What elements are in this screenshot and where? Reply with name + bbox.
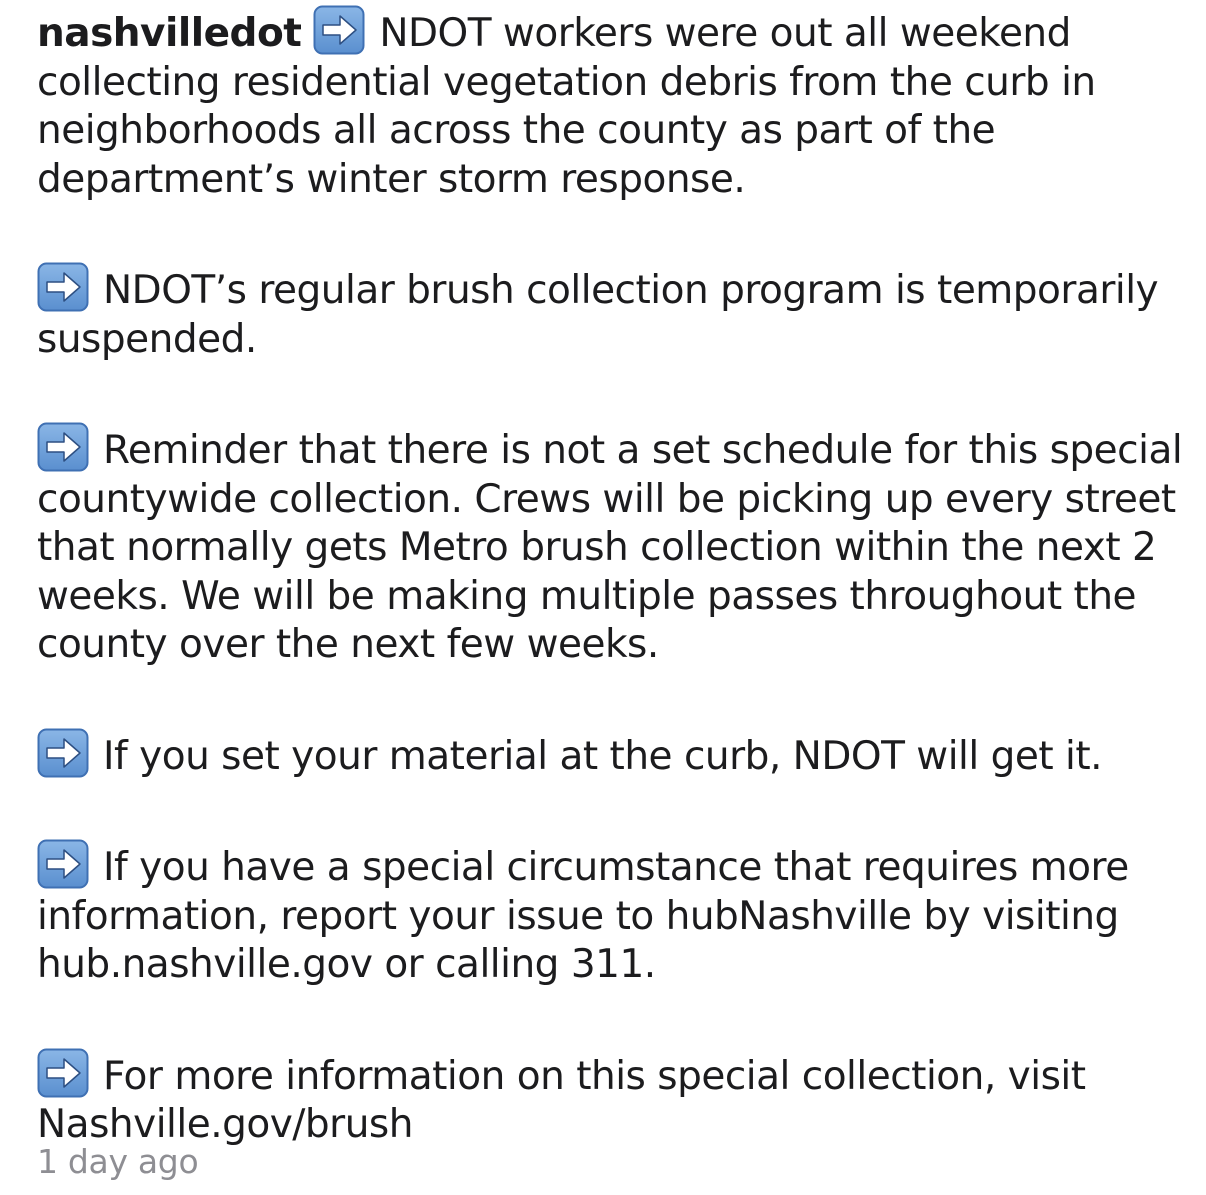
caption-paragraph-5	[37, 839, 1187, 990]
right-arrow-icon	[313, 5, 365, 55]
caption-paragraph-1	[37, 5, 1187, 204]
caption-paragraph-2	[37, 262, 1187, 364]
caption-text-1: NDOT workers were out all weekend collecting residential vegetation debris from the curb in neighborhoods all across the county as part of the department’s winter storm response.	[37, 11, 1096, 202]
right-arrow-icon	[37, 728, 89, 778]
caption-text-3: Reminder that there is not a set schedule for this special countywide collection. Crews will be picking up every street that normally gets Metro brush collection within the next 2 weeks. We will be making multiple passes throughout the county over the next few weeks.	[37, 428, 1183, 667]
post-caption	[37, 5, 1187, 1150]
right-arrow-icon	[37, 262, 89, 312]
caption-text-2: NDOT’s regular brush collection program is temporarily suspended.	[37, 268, 1159, 362]
caption-text-5: If you have a special circumstance that requires more information, report your issue to hubNashville by visiting hub.nashville.gov or calling 311.	[37, 845, 1129, 987]
right-arrow-icon	[37, 839, 89, 889]
post-timestamp: 1 day ago	[37, 1142, 199, 1181]
caption-paragraph-6	[37, 1048, 1187, 1150]
caption-text-6: For more information on this special collection, visit Nashville.gov/brush	[37, 1053, 1086, 1147]
caption-text-4: If you set your material at the curb, NDOT will get it.	[103, 733, 1103, 779]
right-arrow-icon	[37, 1048, 89, 1098]
caption-paragraph-4	[37, 728, 1187, 782]
caption-paragraph-3	[37, 422, 1187, 670]
right-arrow-icon	[37, 422, 89, 472]
username-link[interactable]: nashvilledot	[37, 11, 302, 56]
